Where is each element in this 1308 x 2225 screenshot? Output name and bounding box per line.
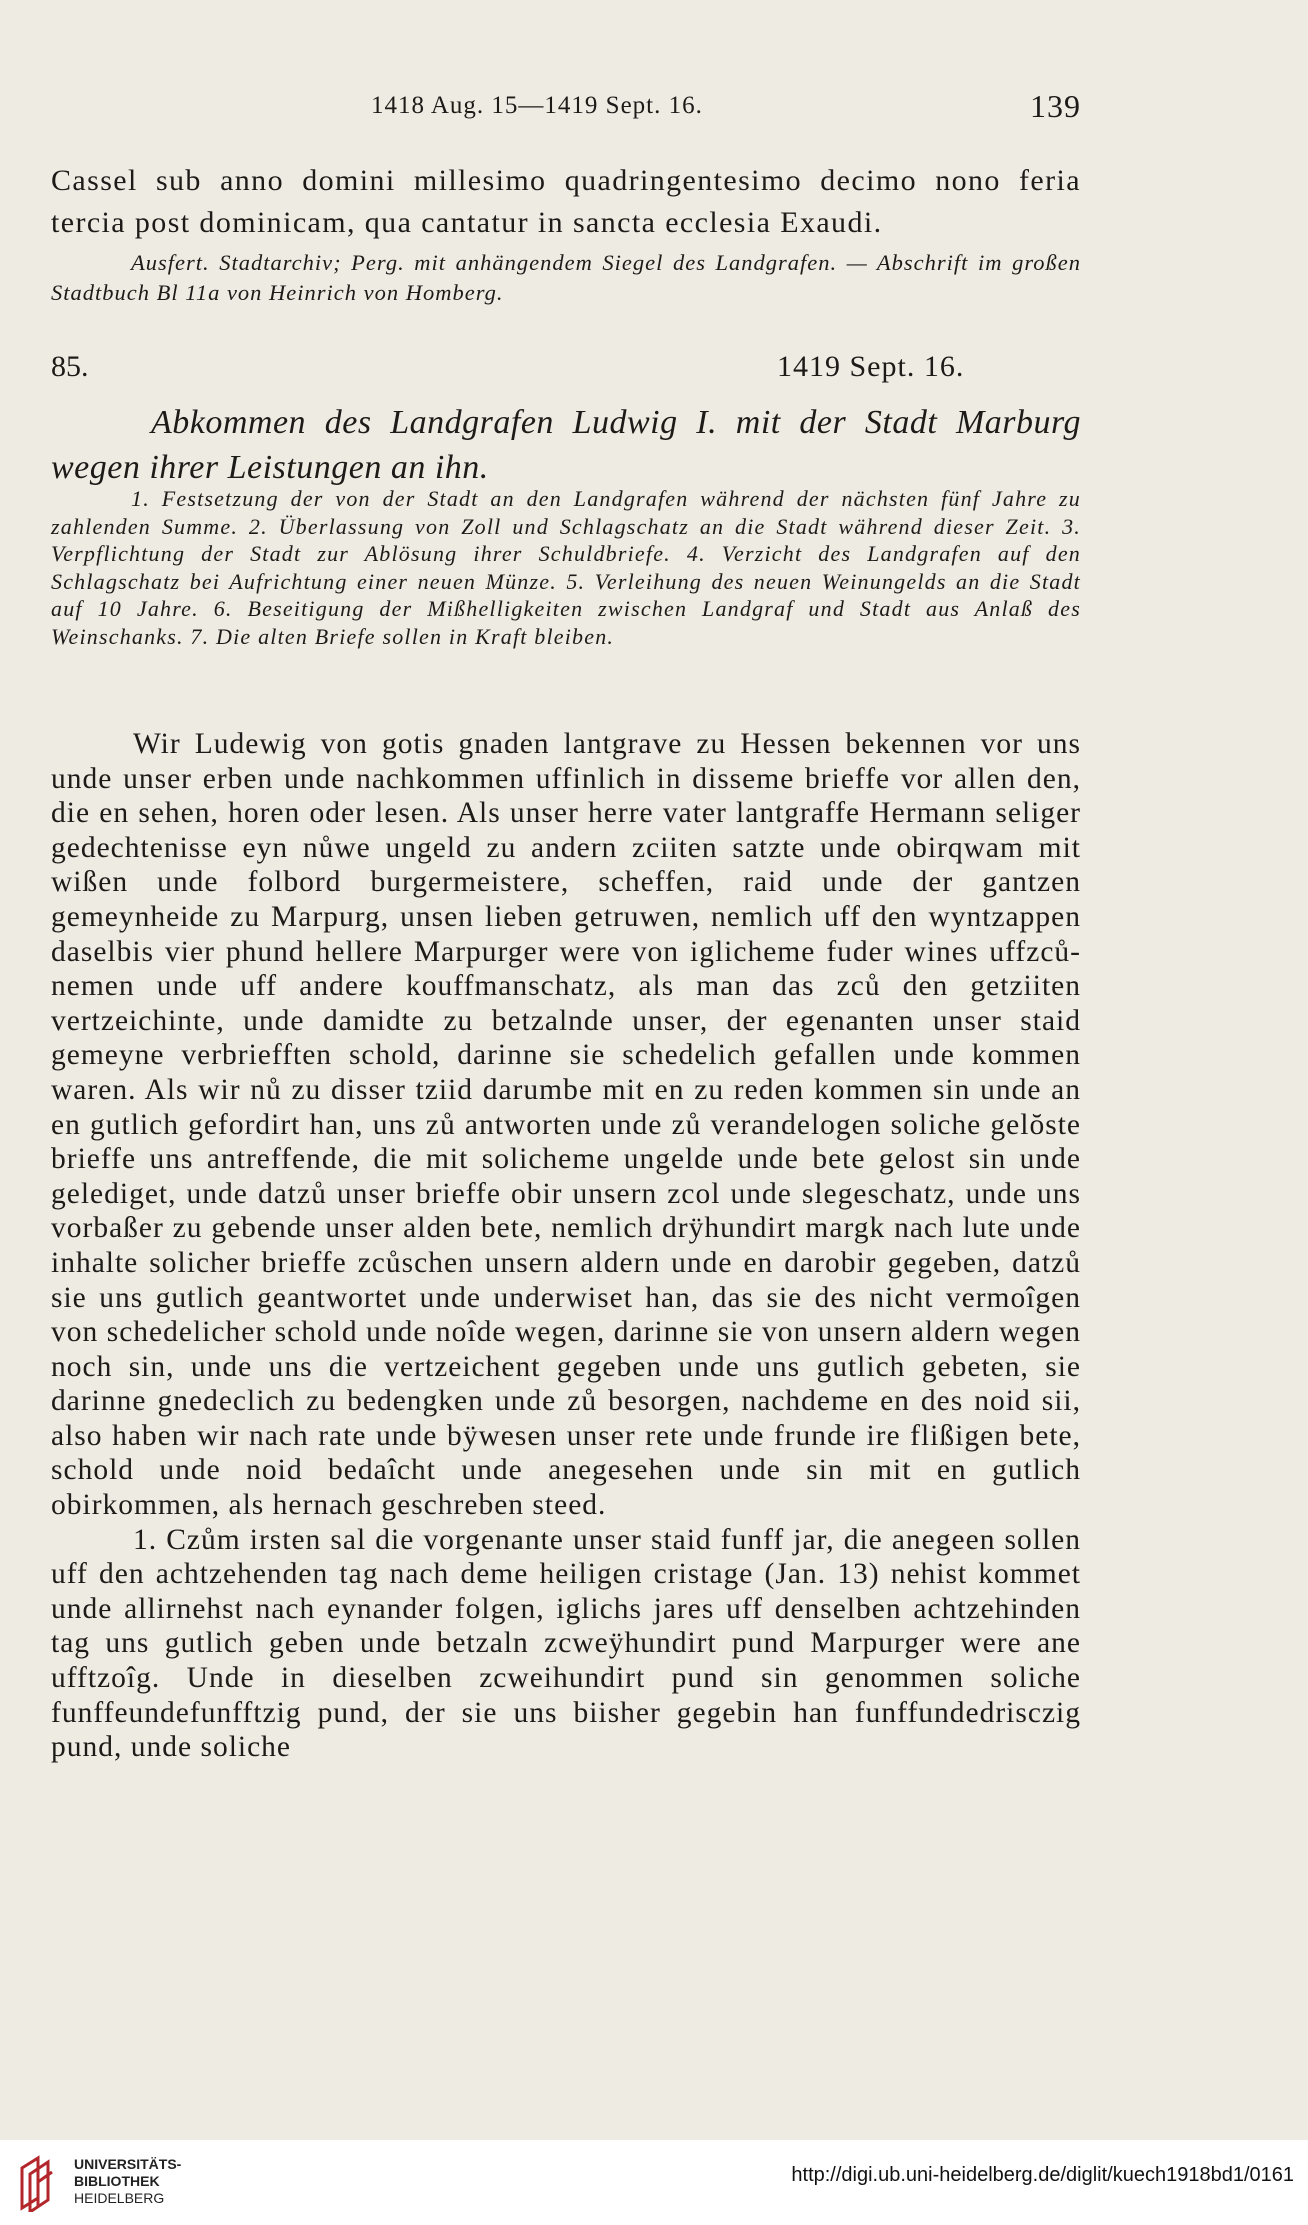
opening-paragraph: Cassel sub anno domini millesimo quadringentesimo decimo nono feria tercia post dominicam, qua cantatur in sancta ecclesia Exaudi. bbox=[51, 164, 1081, 239]
institution-line: UNIVERSITÄTS- bbox=[74, 2156, 182, 2172]
institution-line: BIBLIOTHEK bbox=[74, 2173, 160, 2189]
running-header bbox=[51, 88, 1081, 128]
institution-name bbox=[74, 2156, 181, 2207]
source-note: Ausfert. Stadtarchiv; Perg. mit anhängendem Siegel des Landgrafen. — Abschrift im großen Stadtbuch Bl 11a von Heinrich von Homberg. bbox=[51, 250, 1081, 305]
running-title: 1418 Aug. 15—1419 Sept. 16. bbox=[371, 92, 703, 119]
page-number: 139 bbox=[1030, 88, 1081, 124]
document-number: 85. bbox=[51, 350, 89, 383]
institution-line: HEIDELBERG bbox=[74, 2190, 165, 2206]
document-heading bbox=[51, 350, 1081, 396]
body-paragraph: Wir Ludewig von gotis gnaden lantgrave zu Hessen bekennen vor uns unde unser erben unde nachkommen uffinlich in disseme brieffe vor allen den, die en sehen, horen oder lesen. Als unser herre vater lantgraffe Hermann seliger gedechtenisse eyn nůwe ungeld zu andern zciiten satzte unde obirqwam mit wißen unde folbord burgermeistere, scheffen, raid unde der gantzen gemeynheide zu Marpurg, unsen lieben getruwen, nemlich uff den wyntzappen daselbis vier phund hellere Marpurger were von iglicheme fuder wines uffzců-nemen unde uff andere kouffmanschatz, als man das zců den getziiten vertzeichinte, unde damidte zu betzalnde unser, der egenanten unser staid gemeyne verbriefften schold, darinne sie schedelich gefallen unde kommen waren. Als wir nů zu disser tziid darumbe mit en zu reden kommen sin unde an en gutlich gefordirt han, uns zů antworten unde zů verandelogen soliche gelŏste brieffe uns antreffende, die mit solicheme ungelde unde bete gelost sin unde gelediget, unde datzů unser brieffe obir unsern zcol unde slegeschatz, unde uns vorbaßer zu gebende unser alden bete, nemlich drÿhundirt margk nach lute unde inhalte solicher brieffe zcůschen unsern aldern unde en darobir gegeben, datzů sie uns gutlich geantwortet unde underwiset han, das sie des nicht vermoîgen von schedelicher schold unde noîde wegen, darinne sie von unsern aldern wegen noch sin, unde uns die vertzeichent gegeben unde uns gutlich gebeten, sie darinne gnedeclich zu bedengken unde zů besorgen, nachdeme en des noid sii, also haben wir nach rate unde bÿwesen unser rete unde frunde ire flißigen bete, schold unde noid bedaîcht unde anegesehen unde sin mit en gutlich obirkommen, als hernach geschreben steed. bbox=[51, 728, 1081, 1522]
document-summary: 1. Festsetzung der von der Stadt an den Landgrafen während der nächsten fünf Jahre zu zahlenden Summe. 2. Überlassung von Zoll und Schlagschatz an die Stadt während dieser Zeit. 3. Verpflichtung der Stadt zur Ablösung ihrer Schuldbriefe. 4. Verzicht des Landgrafen auf den Schlagschatz bei Aufrichtung einer neuen Münze. 5. Verleihung des neuen Weinungelds an die Stadt auf 10 Jahre. 6. Beseitigung der Mißhelligkeiten zwischen Landgraf und Stadt aus Anlaß des Weinschanks. 7. Die alten Briefe sollen in Kraft bleiben. bbox=[51, 486, 1081, 649]
document-date: 1419 Sept. 16. bbox=[777, 350, 965, 383]
document-body bbox=[51, 727, 1081, 1765]
viewer-footer bbox=[0, 2140, 1308, 2225]
body-paragraph: 1. Czům irsten sal die vorgenante unser staid funff jar, die anegeen sollen uff den achtzehenden tag nach deme heiligen cristage (Jan. 13) nehist kommet unde allirnehst nach eynander folgen, iglichs jares uff denselben achtzehinden tag uns gutlich geben unde betzaln zcweÿhundirt pund Marpurger were ane ufftzoîg. Unde in dieselben zcweihundirt pund sin genommen soliche funffeundefunfftzig pund, der sie uns biisher gegebin han funffundedrisczig pund, unde soliche bbox=[51, 1523, 1081, 1764]
document-title: Abkommen des Landgrafen Ludwig I. mit der Stadt Marburg wegen ihrer Leistungen an ihn. bbox=[51, 404, 1081, 486]
library-logo-icon bbox=[18, 2154, 54, 2212]
permalink[interactable]: http://digi.ub.uni-heidelberg.de/diglit/kuech1918bd1/0161 bbox=[791, 2164, 1294, 2186]
